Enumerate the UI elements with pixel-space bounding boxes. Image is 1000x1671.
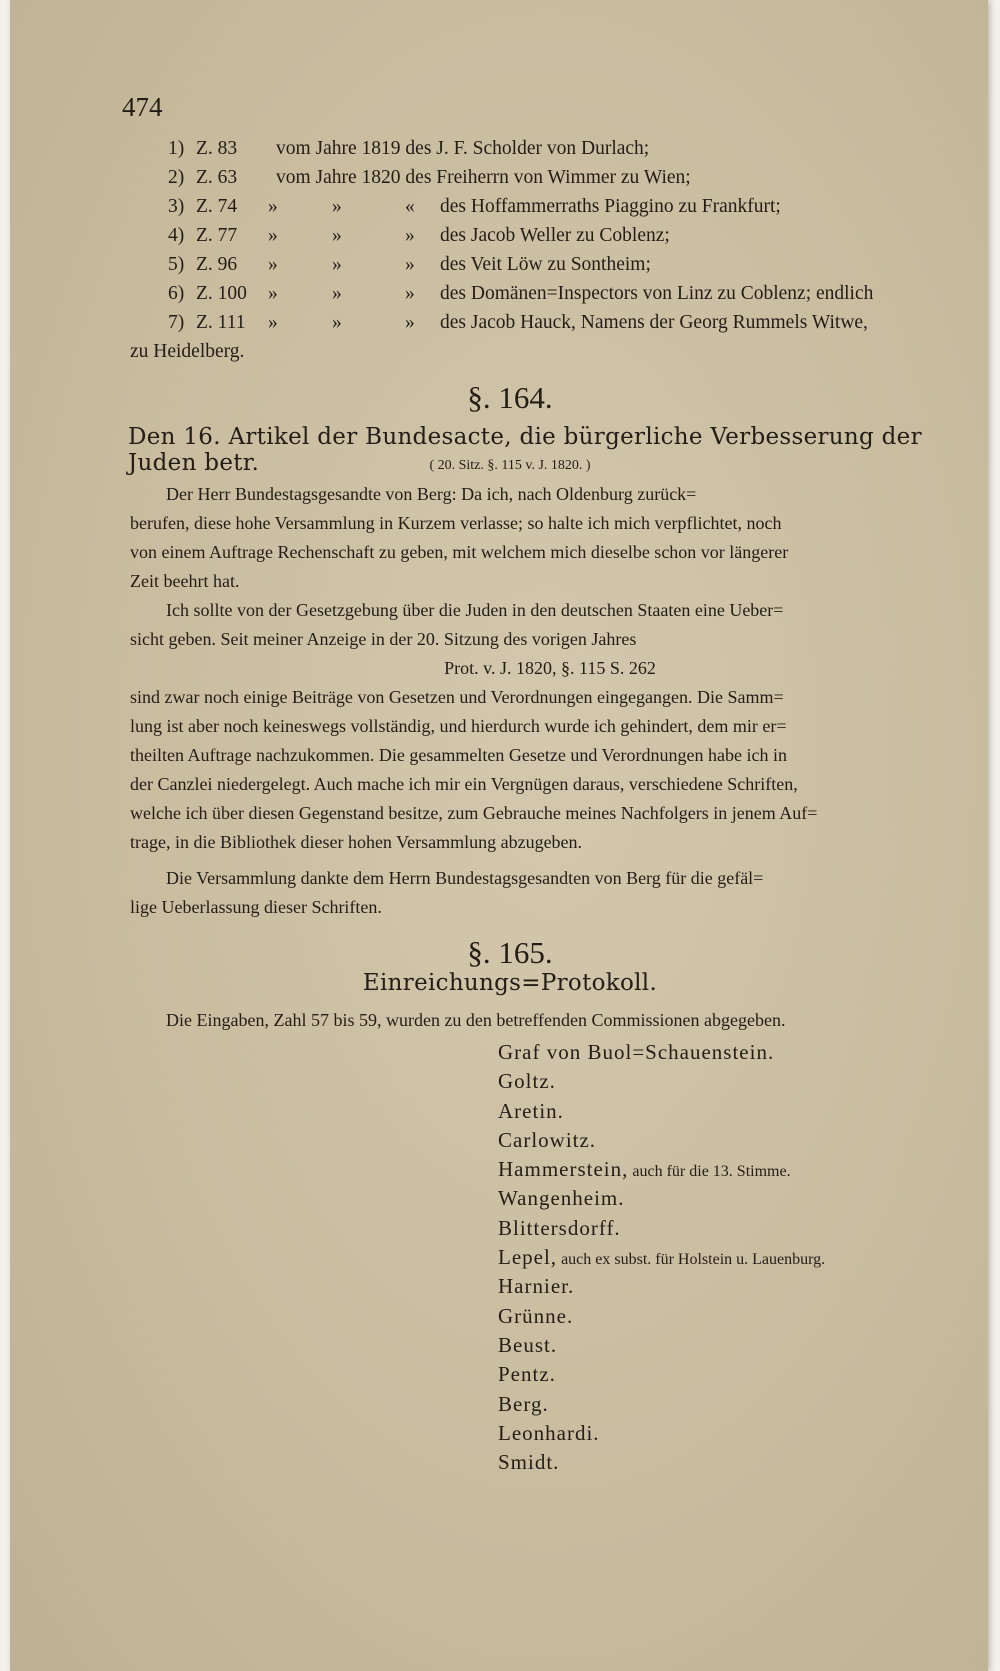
submission-list [130, 138, 970, 370]
signatory: Goltz. [498, 1069, 556, 1094]
signatory: Carlowitz. [498, 1127, 597, 1152]
paragraph: Der Herr Bundestagsgesandte von Berg: Da ich, nach Oldenburg zurück= berufen, diese hohe Versammlung in Kurzem verlasse; so halte ich mich verpflichtet, noch von einem Auftrage Rechenschaft zu geben, mit welchem mich dieselbe schon vor längerer Zeit beehrt hat. [130, 484, 789, 591]
list-item: 3) Z. 74 » » « des Hoffammerraths Piaggino zu Frankfurt; [168, 196, 781, 217]
paragraph: Die Eingaben, Zahl 57 bis 59, wurden zu den betreffenden Commissionen abgegeben. [166, 1010, 786, 1030]
protocol-reference: Prot. v. J. 1820, §. 115 S. 262 [444, 658, 656, 678]
paragraph: sind zwar noch einige Beiträge von Gesetzen und Verordnungen eingegangen. Die Samm= lung ist aber noch keineswegs vollständig, und hierdurch wurde ich gehindert, dem mir er= theilten Auftrage nachzukommen. Die gesammelten Gesetze und Verordnungen habe ich in der Canzlei niedergelegt. Auch mache ich mir ein Vergnügen daraus, verschiedene Schriften, welche ich über diesen Gegenstand besitze, zum Gebrauche meines Nachfolgers in jenem Auf= trage, in die Bibliothek dieser hohen Versammlung abzugeben. [130, 687, 818, 852]
list-tail: zu Heidelberg. [130, 341, 245, 362]
signatory: Pentz. [498, 1362, 556, 1387]
signatory: Grünne. [498, 1303, 574, 1328]
section-number: §. 164. [467, 380, 553, 415]
signatory: Graf von Buol=Schauenstein. [498, 1040, 775, 1064]
list-item: 5) Z. 96 » » » des Veit Löw zu Sontheim; [168, 254, 651, 275]
paragraph: Ich sollte von der Gesetzgebung über die Juden in den deutschen Staaten eine Ueber= sicht geben. Seit meiner Anzeige in der 20. Sitzung des vorigen Jahres Prot. v. J. 1820, §. 115 S. 262 [130, 596, 970, 683]
section-reference: ( 20. Sitz. §. 115 v. J. 1820. ) [429, 458, 591, 473]
list-item: 6) Z. 100 » » » des Domänen=Inspectors von Linz zu Coblenz; endlich [168, 283, 874, 304]
signatory: Hammerstein, auch für die 13. Stimme. [498, 1157, 791, 1182]
signatory: Leonhardi. [498, 1420, 600, 1445]
signatory: Beust. [498, 1332, 558, 1357]
page-number: 474 [122, 92, 163, 122]
section-title: Einreichungs=Protokoll. [362, 970, 658, 996]
list-item: 2) Z. 63 vom Jahre 1820 des Freiherrn von Wimmer zu Wien; [168, 167, 691, 188]
section-title: Den 16. Artikel der Bundesacte, die bürgerliche Verbesserung der Juden betr. [128, 424, 922, 476]
signatory: Harnier. [498, 1274, 575, 1299]
list-item: 7) Z. 111 » » » des Jacob Hauck, Namens der Georg Rummels Witwe, [168, 312, 868, 333]
signatory: Aretin. [498, 1098, 564, 1123]
signatory-list [498, 1040, 978, 1479]
list-item: 1) Z. 83 vom Jahre 1819 des J. F. Scholder von Durlach; [168, 138, 650, 159]
signatory: Smidt. [498, 1450, 560, 1475]
book-page [10, 0, 988, 1671]
signatory: Wangenheim. [498, 1186, 625, 1211]
signatory: Berg. [498, 1391, 549, 1416]
signatory: Lepel, auch ex subst. für Holstein u. Lauenburg. [498, 1245, 826, 1270]
section-number: §. 165. [467, 935, 553, 970]
list-item: 4) Z. 77 » » » des Jacob Weller zu Coblenz; [168, 225, 670, 246]
signatory: Blittersdorff. [498, 1215, 621, 1240]
paragraph: Die Versammlung dankte dem Herrn Bundestagsgesandten von Berg für die gefäl= lige Ueberlassung dieser Schriften. [130, 868, 764, 917]
